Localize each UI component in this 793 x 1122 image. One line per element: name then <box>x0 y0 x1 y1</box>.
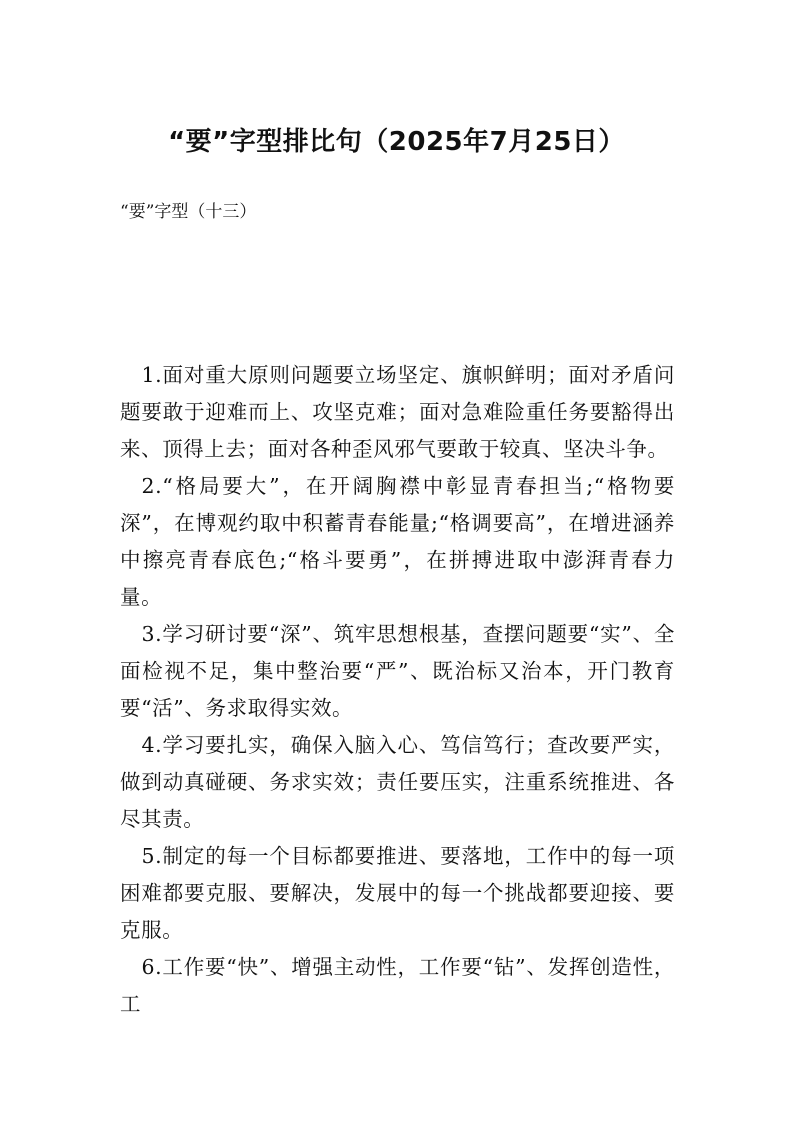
document-title: “要”字型排比句（2025年7月25日） <box>168 127 625 157</box>
paragraph-3: 3.学习研讨要“深”、筑牢思想根基，查摆问题要“实”、全面检视不足，集中整治要“严”、既治标又治本，开门教育要“活”、务求取得实效。 <box>120 622 675 720</box>
paragraph-1: 1.面对重大原则问题要立场坚定、旗帜鲜明；面对矛盾问题要敢于迎难而上、攻坚克难；面对急难险重任务要豁得出来、顶得上去；面对各种歪风邪气要敢于较真、坚决斗争。 <box>120 363 675 461</box>
paragraph-6: 6.工作要“快”、增强主动性，工作要“钻”、发挥创造性，工 <box>120 955 675 1016</box>
document-body <box>120 357 675 1023</box>
paragraph-2: 2.“格局要大”，在开阔胸襟中彰显青春担当;“格物要深”，在博观约取中积蓄青春能量;“格调要高”，在增进涵养中擦亮青春底色;“格斗要勇”，在拼搏进取中澎湃青春力量。 <box>120 474 675 609</box>
paragraph-4: 4.学习要扎实，确保入脑入心、笃信笃行；查改要严实，做到动真碰硬、务求实效；责任要压实，注重系统推进、各尽其责。 <box>120 733 675 831</box>
document-subtitle: “要”字型（十三） <box>120 202 257 222</box>
paragraph-5: 5.制定的每一个目标都要推进、要落地，工作中的每一项困难都要克服、要解决，发展中的每一个挑战都要迎接、要克服。 <box>120 844 675 942</box>
